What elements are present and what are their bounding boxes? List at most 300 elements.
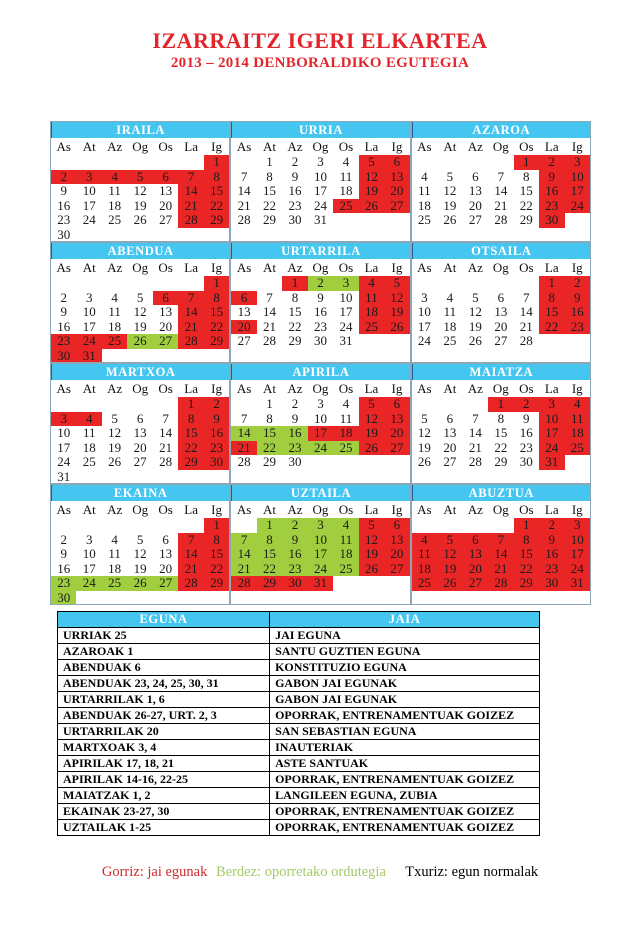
day-cell: 23 <box>51 576 76 591</box>
day-cell: 21 <box>263 318 277 334</box>
weekday-label: Az <box>467 381 483 396</box>
jaia-cell: KONSTITUZIO EGUNA <box>270 660 540 676</box>
day-cell: 31 <box>339 333 353 349</box>
empty-cell <box>437 155 462 170</box>
eguna-cell: EKAINAK 23-27, 30 <box>58 804 270 820</box>
weekday-label: Az <box>467 139 483 154</box>
day-cell: 26 <box>127 576 152 591</box>
day-cell: 25 <box>333 441 358 456</box>
day-cell: 14 <box>178 305 203 320</box>
day-cell: 22 <box>288 318 302 334</box>
day-cell: 14 <box>237 183 251 199</box>
day-cell: 25 <box>565 441 590 456</box>
day-cell: 3 <box>539 397 564 412</box>
day-cell: 26 <box>443 212 457 228</box>
weekday-label: As <box>236 381 252 396</box>
day-cell: 8 <box>204 533 229 548</box>
jaia-cell: GABON JAI EGUNAK <box>270 692 540 708</box>
weekday-label: As <box>417 502 432 517</box>
day-cell: 26 <box>359 562 384 577</box>
jaia-cell: SAN SEBASTIAN EGUNA <box>270 724 540 740</box>
day-cell: 27 <box>463 576 488 591</box>
day-cell: 4 <box>412 533 437 548</box>
day-cell: 23 <box>519 439 533 455</box>
empty-cell <box>102 155 127 170</box>
weekday-label: Az <box>107 139 123 154</box>
day-cell: 11 <box>418 183 431 199</box>
day-cell: 25 <box>108 212 122 228</box>
eguna-cell: MARTXOAK 3, 4 <box>58 740 270 756</box>
day-cell: 17 <box>565 547 590 562</box>
day-cell: 9 <box>291 168 299 184</box>
day-cell: 27 <box>468 212 482 228</box>
day-cell: 2 <box>565 276 590 291</box>
table-row <box>58 676 540 692</box>
day-cell: 8 <box>204 291 229 306</box>
day-cell: 25 <box>333 199 358 214</box>
day-cell: 18 <box>82 439 96 455</box>
day-cell: 15 <box>263 183 277 199</box>
empty-cell <box>231 155 256 170</box>
day-cell: 17 <box>539 426 564 441</box>
day-cell: 22 <box>494 439 508 455</box>
day-cell: 14 <box>494 183 508 199</box>
day-cell: 5 <box>446 168 454 184</box>
day-cell: 2 <box>308 276 333 291</box>
day-cell: 16 <box>288 183 302 199</box>
weekday-label: Og <box>312 260 329 275</box>
day-cell: 8 <box>178 412 203 427</box>
day-cell: 22 <box>263 197 277 213</box>
day-cell: 17 <box>565 184 590 199</box>
day-cell: 23 <box>539 562 564 577</box>
day-cell: 2 <box>291 396 299 411</box>
day-cell: 19 <box>468 318 482 334</box>
day-cell: 21 <box>159 439 173 455</box>
day-cell: 18 <box>417 197 431 213</box>
weekday-label: La <box>184 139 198 154</box>
day-cell: 24 <box>308 441 333 456</box>
day-cell: 4 <box>333 518 358 533</box>
day-cell: 28 <box>159 454 173 470</box>
weekday-label: As <box>236 139 252 154</box>
month-title: IRAILA <box>51 122 229 138</box>
month-title: ABUZTUA <box>412 485 590 501</box>
day-cell: 19 <box>359 547 384 562</box>
day-cell: 17 <box>339 304 353 320</box>
day-cell: 22 <box>204 199 229 214</box>
weekday-label: Ig <box>391 381 403 396</box>
day-cell: 23 <box>204 441 229 456</box>
day-cell: 29 <box>204 576 229 591</box>
day-cell: 1 <box>488 397 513 412</box>
empty-cell <box>488 276 513 291</box>
table-header-row <box>58 612 540 628</box>
day-cell: 23 <box>313 318 327 334</box>
day-cell: 14 <box>468 425 482 441</box>
day-cell: 4 <box>342 396 350 411</box>
weekday-label: As <box>56 381 71 396</box>
day-cell: 15 <box>204 184 229 199</box>
day-cell: 19 <box>384 305 409 320</box>
weekday-label: As <box>56 260 71 275</box>
empty-cell <box>127 155 152 170</box>
day-cell: 16 <box>539 547 564 562</box>
day-cell: 31 <box>76 349 101 363</box>
day-cell: 29 <box>257 576 282 591</box>
weekday-label: Ig <box>391 260 403 275</box>
days-grid <box>412 155 590 228</box>
weekday-label: Og <box>132 381 149 396</box>
day-cell: 29 <box>263 212 277 228</box>
eguna-cell: ABENDUAK 26-27, URT. 2, 3 <box>58 708 270 724</box>
day-cell: 16 <box>539 184 564 199</box>
day-cell: 20 <box>133 439 147 455</box>
color-legend <box>0 864 640 881</box>
day-cell: 26 <box>127 334 152 349</box>
weekday-label: As <box>417 139 432 154</box>
day-cell: 1 <box>204 518 229 533</box>
day-cell: 6 <box>446 410 454 426</box>
weekday-label: At <box>263 139 277 154</box>
day-cell: 12 <box>437 547 462 562</box>
empty-cell <box>463 155 488 170</box>
day-cell: 17 <box>82 560 96 576</box>
weekday-label: La <box>544 502 559 517</box>
day-cell: 10 <box>82 183 96 199</box>
day-cell: 11 <box>82 425 96 441</box>
weekday-label: La <box>544 260 559 275</box>
jaia-cell: OPORRAK, ENTRENAMENTUAK GOIZEZ <box>270 772 540 788</box>
day-cell: 19 <box>417 439 431 455</box>
weekday-header-row <box>412 501 590 518</box>
weekday-label: Az <box>467 260 483 275</box>
jaia-cell: ASTE SANTUAK <box>270 756 540 772</box>
day-cell: 13 <box>159 183 173 199</box>
day-cell: 4 <box>421 168 428 184</box>
day-cell: 2 <box>204 397 229 412</box>
day-cell: 24 <box>308 562 333 577</box>
weekday-label: Os <box>519 260 534 275</box>
day-cell: 31 <box>565 576 590 591</box>
day-cell: 28 <box>494 212 508 228</box>
day-cell: 10 <box>313 168 327 184</box>
legend-green-label: Berdez: oporretako ordutegia <box>215 864 386 880</box>
day-cell: 7 <box>178 170 203 185</box>
day-cell: 18 <box>565 426 590 441</box>
day-cell: 16 <box>313 304 327 320</box>
day-cell: 4 <box>446 289 454 305</box>
empty-cell <box>76 518 101 533</box>
day-cell: 27 <box>443 454 457 470</box>
day-cell: 11 <box>565 412 590 427</box>
weekday-label: Os <box>338 502 354 517</box>
weekday-label: Os <box>338 139 354 154</box>
day-cell: 31 <box>539 455 564 470</box>
day-cell: 20 <box>159 318 173 334</box>
day-cell: 25 <box>333 562 358 577</box>
day-cell: 24 <box>57 454 71 470</box>
eguna-cell: URTARRILAK 20 <box>58 724 270 740</box>
day-cell: 11 <box>339 168 353 184</box>
day-cell: 5 <box>472 289 479 305</box>
day-cell: 19 <box>443 197 457 213</box>
day-cell: 6 <box>136 410 144 426</box>
day-cell: 1 <box>539 276 564 291</box>
empty-cell <box>102 397 127 412</box>
day-cell: 15 <box>257 426 282 441</box>
day-cell: 10 <box>339 289 353 305</box>
day-cell: 1 <box>266 154 273 169</box>
day-cell: 24 <box>313 197 327 213</box>
day-cell: 24 <box>82 212 96 228</box>
day-cell: 15 <box>204 547 229 562</box>
day-cell: 2 <box>291 154 299 169</box>
day-cell: 9 <box>317 289 324 305</box>
table-row <box>58 724 540 740</box>
empty-cell <box>412 397 437 412</box>
day-cell: 26 <box>468 333 482 349</box>
days-grid <box>51 518 229 605</box>
empty-cell <box>51 518 76 533</box>
weekday-label: As <box>417 260 432 275</box>
day-cell: 25 <box>412 576 437 591</box>
day-cell: 23 <box>539 199 564 214</box>
weekday-label: La <box>184 381 198 396</box>
empty-cell <box>76 155 101 170</box>
weekday-label: Ig <box>391 502 403 517</box>
day-cell: 25 <box>102 334 127 349</box>
day-cell: 5 <box>384 276 409 291</box>
day-cell: 2 <box>539 518 564 533</box>
days-grid <box>231 276 409 349</box>
jaia-cell: JAI EGUNA <box>270 628 540 644</box>
eguna-cell: MAIATZAK 1, 2 <box>58 788 270 804</box>
day-cell: 13 <box>237 304 251 320</box>
day-cell: 21 <box>488 562 513 577</box>
weekday-label: As <box>417 381 432 396</box>
day-cell: 31 <box>57 468 71 484</box>
day-cell: 3 <box>421 289 428 305</box>
day-cell: 16 <box>57 197 71 213</box>
day-cell: 14 <box>231 547 256 562</box>
day-cell: 2 <box>60 289 67 305</box>
day-cell: 11 <box>412 547 437 562</box>
day-cell: 3 <box>565 518 590 533</box>
day-cell: 28 <box>178 213 203 228</box>
weekday-label: Ig <box>571 139 583 154</box>
day-cell: 28 <box>468 454 482 470</box>
weekday-header-row <box>51 138 229 155</box>
day-cell: 11 <box>359 291 384 306</box>
day-cell: 1 <box>282 276 307 291</box>
day-cell: 6 <box>153 291 178 306</box>
month-title: AZAROA <box>412 122 590 138</box>
days-grid <box>231 397 409 470</box>
empty-cell <box>463 276 488 291</box>
weekday-label: Os <box>158 139 173 154</box>
day-cell: 23 <box>288 197 302 213</box>
jaia-cell: OPORRAK, ENTRENAMENTUAK GOIZEZ <box>270 708 540 724</box>
day-cell: 14 <box>178 547 203 562</box>
empty-cell <box>488 518 513 533</box>
day-cell: 27 <box>133 454 147 470</box>
empty-cell <box>437 276 462 291</box>
days-grid <box>412 276 590 349</box>
month-title: URTARRILA <box>231 243 409 259</box>
day-cell: 15 <box>514 547 539 562</box>
day-cell: 15 <box>539 305 564 320</box>
day-cell: 24 <box>76 576 101 591</box>
month-ekaina <box>50 484 230 605</box>
day-cell: 28 <box>237 454 251 470</box>
day-cell: 9 <box>539 533 564 548</box>
day-cell: 30 <box>539 213 564 228</box>
holiday-table <box>57 611 540 836</box>
weekday-label: La <box>544 381 559 396</box>
day-cell: 25 <box>82 454 96 470</box>
day-cell: 4 <box>111 531 118 547</box>
weekday-label: At <box>443 502 457 517</box>
day-cell: 13 <box>494 304 508 320</box>
weekday-label: As <box>236 260 252 275</box>
jaia-cell: INAUTERIAK <box>270 740 540 756</box>
jaia-cell: GABON JAI EGUNAK <box>270 676 540 692</box>
table-row <box>58 820 540 836</box>
day-cell: 19 <box>108 439 122 455</box>
days-grid <box>412 518 590 591</box>
table-row <box>58 804 540 820</box>
day-cell: 24 <box>539 441 564 456</box>
table-row <box>58 692 540 708</box>
day-cell: 5 <box>136 289 144 305</box>
day-cell: 1 <box>514 518 539 533</box>
day-cell: 14 <box>178 184 203 199</box>
eguna-cell: URRIAK 25 <box>58 628 270 644</box>
day-cell: 8 <box>523 168 530 184</box>
day-cell: 13 <box>159 304 173 320</box>
day-cell: 18 <box>108 560 122 576</box>
weekday-label: At <box>263 502 277 517</box>
day-cell: 11 <box>108 546 121 562</box>
empty-cell <box>488 155 513 170</box>
day-cell: 14 <box>231 426 256 441</box>
day-cell: 31 <box>308 576 333 591</box>
day-cell: 30 <box>288 454 302 470</box>
day-cell: 20 <box>159 560 173 576</box>
weekday-label: Os <box>519 139 534 154</box>
day-cell: 13 <box>159 546 173 562</box>
day-cell: 4 <box>342 154 350 169</box>
day-cell: 12 <box>133 546 147 562</box>
day-cell: 12 <box>359 533 384 548</box>
weekday-label: Os <box>158 381 173 396</box>
empty-cell <box>178 276 203 291</box>
day-cell: 20 <box>494 318 508 334</box>
day-cell: 27 <box>237 333 251 349</box>
day-cell: 20 <box>463 562 488 577</box>
day-cell: 14 <box>519 304 533 320</box>
day-cell: 24 <box>76 334 101 349</box>
day-cell: 10 <box>82 304 96 320</box>
day-cell: 10 <box>308 533 333 548</box>
day-cell: 7 <box>472 410 479 426</box>
day-cell: 25 <box>417 212 431 228</box>
day-cell: 30 <box>51 591 76 605</box>
day-cell: 9 <box>60 304 67 320</box>
weekday-header-row <box>231 380 409 397</box>
day-cell: 25 <box>359 320 384 335</box>
day-cell: 6 <box>231 291 256 306</box>
weekday-label: Os <box>158 502 173 517</box>
day-cell: 22 <box>204 320 229 335</box>
day-cell: 16 <box>57 560 71 576</box>
day-cell: 9 <box>60 183 67 199</box>
day-cell: 21 <box>468 439 482 455</box>
day-cell: 7 <box>266 289 273 305</box>
month-otsaila <box>411 242 591 363</box>
day-cell: 23 <box>282 441 307 456</box>
day-cell: 6 <box>153 170 178 185</box>
day-cell: 24 <box>339 318 353 334</box>
day-cell: 7 <box>178 291 203 306</box>
day-cell: 22 <box>539 320 564 335</box>
eguna-column-header: EGUNA <box>58 612 270 628</box>
day-cell: 27 <box>384 441 409 456</box>
day-cell: 1 <box>514 155 539 170</box>
day-cell: 30 <box>282 576 307 591</box>
day-cell: 21 <box>519 318 533 334</box>
day-cell: 7 <box>523 289 530 305</box>
day-cell: 14 <box>263 304 277 320</box>
weekday-label: At <box>263 381 277 396</box>
day-cell: 11 <box>108 304 121 320</box>
empty-cell <box>178 518 203 533</box>
table-row <box>58 644 540 660</box>
weekday-label: Og <box>312 139 329 154</box>
weekday-label: Az <box>287 381 303 396</box>
weekday-label: Ig <box>211 139 222 154</box>
day-cell: 26 <box>437 576 462 591</box>
eguna-cell: APIRILAK 14-16, 22-25 <box>58 772 270 788</box>
day-cell: 2 <box>514 397 539 412</box>
day-cell: 19 <box>359 184 384 199</box>
weekday-label: La <box>364 381 379 396</box>
day-cell: 28 <box>231 576 256 591</box>
day-cell: 15 <box>519 183 533 199</box>
weekday-label: Og <box>492 381 509 396</box>
day-cell: 11 <box>443 304 457 320</box>
weekday-header-row <box>231 259 409 276</box>
eguna-cell: APIRILAK 17, 18, 21 <box>58 756 270 772</box>
day-cell: 18 <box>333 426 358 441</box>
weekday-label: Og <box>492 502 509 517</box>
month-abendua <box>50 242 230 363</box>
day-cell: 22 <box>519 197 533 213</box>
month-urria <box>230 121 410 242</box>
day-cell: 21 <box>178 320 203 335</box>
jaia-cell: OPORRAK, ENTRENAMENTUAK GOIZEZ <box>270 804 540 820</box>
weekday-header-row <box>51 501 229 518</box>
weekday-label: Az <box>287 260 303 275</box>
day-cell: 26 <box>133 212 147 228</box>
weekday-header-row <box>412 138 590 155</box>
day-cell: 20 <box>384 426 409 441</box>
day-cell: 20 <box>384 184 409 199</box>
day-cell: 22 <box>204 562 229 577</box>
table-row <box>58 708 540 724</box>
weekday-label: La <box>184 260 198 275</box>
